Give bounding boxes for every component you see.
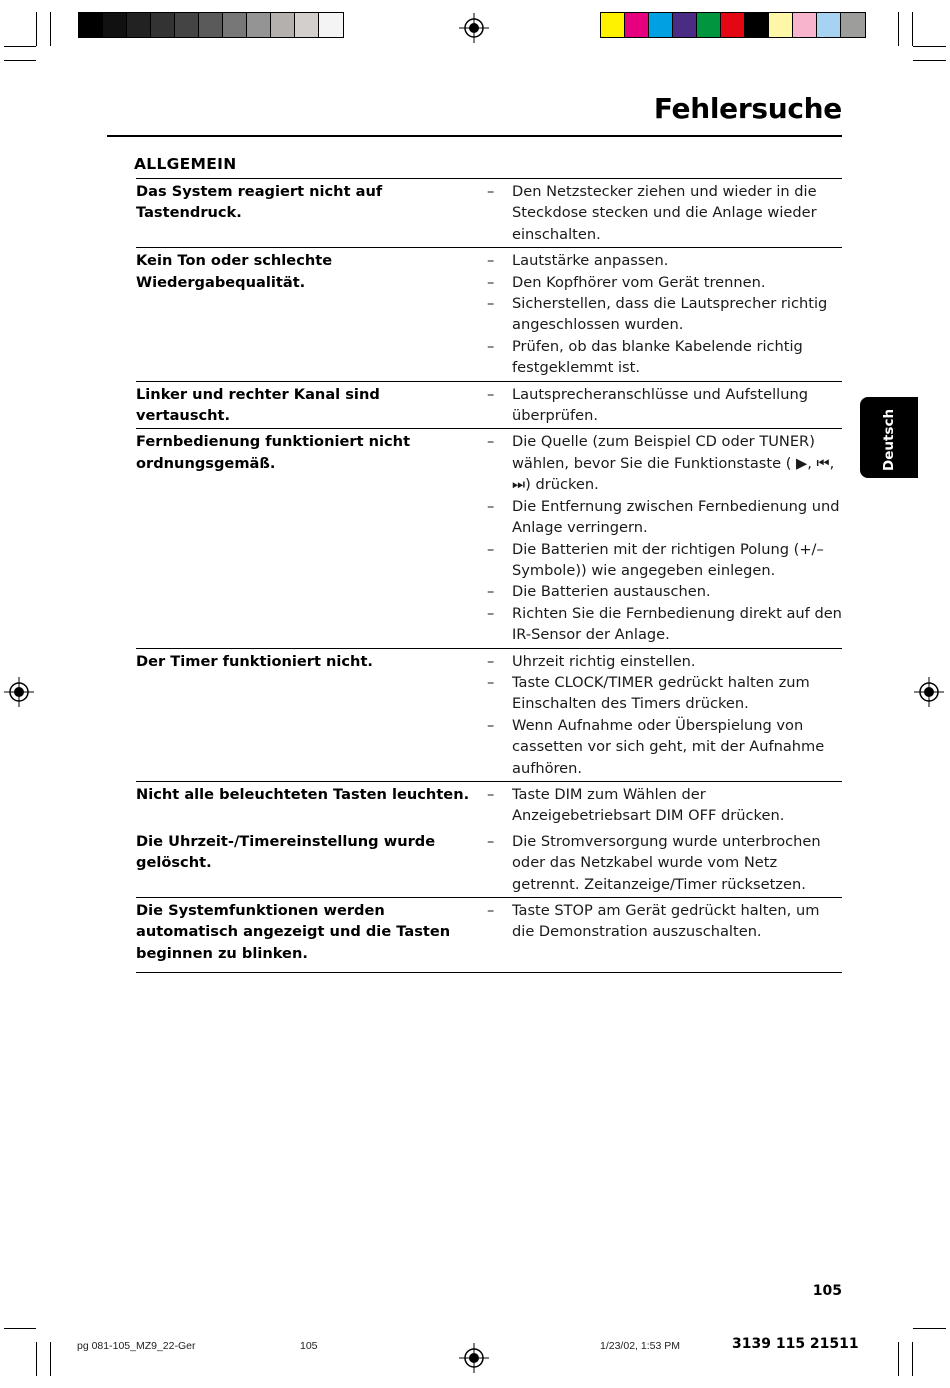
remedy-text: Den Kopfhörer vom Gerät trennen.	[512, 273, 766, 291]
dash-bullet-icon: –	[487, 183, 495, 200]
remedy-text: Die Stromversorgung wurde unterbrochen oder das Netzkabel wurde vom Netz getrennt. Zeitanzeige/Timer rücksetzen.	[512, 832, 821, 893]
color-swatch	[151, 13, 175, 37]
list-item	[481, 539, 842, 582]
footer-timestamp: 1/23/02, 1:53 PM	[600, 1340, 680, 1352]
color-swatch	[601, 13, 625, 37]
remedy-list	[481, 900, 842, 964]
color-swatch	[319, 13, 343, 37]
dash-bullet-icon: –	[487, 604, 495, 622]
table-row	[136, 429, 842, 648]
color-swatch	[295, 13, 319, 37]
remedy-text: Prüfen, ob das blanke Kabelende richtig festgeklemmt ist.	[512, 337, 803, 377]
remedy-text: Die Entfernung zwischen Fernbedienung und Anlage verringern.	[512, 497, 840, 537]
page-title: Fehlersuche	[653, 92, 842, 125]
remedy-list	[481, 384, 842, 427]
crop-mark	[898, 12, 899, 46]
crop-mark	[4, 46, 36, 47]
dash-bullet-icon: –	[487, 385, 495, 403]
crop-mark	[913, 46, 946, 47]
dash-bullet-icon: –	[487, 252, 495, 270]
crop-mark	[36, 12, 37, 46]
crop-mark	[4, 1328, 36, 1329]
color-swatch	[175, 13, 199, 37]
list-item	[481, 272, 842, 293]
table-row	[136, 898, 842, 973]
remedy-text: Taste DIM zum Wählen der Anzeigebetriebsart DIM OFF drücken.	[512, 785, 785, 825]
color-swatch	[841, 13, 865, 37]
color-swatch	[103, 13, 127, 37]
color-swatch	[247, 13, 271, 37]
problem-text: Das System reagiert nicht auf Tastendruck.	[136, 183, 383, 222]
color-swatch	[745, 13, 769, 37]
troubleshooting-table	[136, 179, 842, 973]
remedy-list	[481, 831, 842, 895]
list-item	[481, 181, 842, 245]
dash-bullet-icon: –	[487, 295, 495, 313]
table-row	[136, 248, 842, 381]
color-swatch	[79, 13, 103, 37]
list-item	[481, 496, 842, 539]
problem-text: Der Timer funktioniert nicht.	[136, 652, 373, 670]
page-number: 105	[812, 1283, 842, 1299]
remedy-text: Die Batterien mit der richtigen Polung (+/– Symbole)) wie angegeben einlegen.	[512, 540, 824, 579]
list-item	[481, 603, 842, 646]
problem-text: Kein Ton oder schlechte Wiedergabequalität.	[136, 252, 333, 291]
remedy-text: Taste STOP am Gerät gedrückt halten, um die Demonstration auszuschalten.	[512, 902, 820, 941]
color-swatch	[271, 13, 295, 37]
table-row	[136, 179, 842, 248]
list-item	[481, 384, 842, 427]
registration-mark-icon	[459, 13, 489, 43]
color-swatch	[625, 13, 649, 37]
list-item	[481, 672, 842, 715]
table-row	[136, 649, 842, 782]
table-row	[136, 382, 842, 430]
remedy-text: Die Batterien austauschen.	[512, 583, 711, 601]
table-row	[136, 782, 842, 829]
color-swatch	[199, 13, 223, 37]
section-title: ALLGEMEIN	[134, 155, 237, 173]
title-divider	[107, 135, 842, 137]
crop-mark	[36, 1342, 37, 1376]
dash-bullet-icon: –	[487, 497, 495, 515]
remedy-text: Richten Sie die Fernbedienung direkt auf den IR-Sensor der Anlage.	[512, 604, 842, 644]
problem-text: Die Uhrzeit-/Timereinstellung wurde gelöscht.	[136, 832, 436, 872]
dash-bullet-icon: –	[487, 832, 495, 850]
language-tab-label: Deutsch	[881, 408, 897, 471]
registration-mark-icon	[914, 677, 944, 707]
footer-file-page: 105	[300, 1340, 318, 1352]
remedy-text: Die Quelle (zum Beispiel CD oder TUNER) wählen, bevor Sie die Funktionstaste ( ▶, ⏮, ⏭) drücken.	[512, 433, 835, 494]
remedy-text: Den Netzstecker ziehen und wieder in die Steckdose stecken und die Anlage wieder einschalten.	[512, 183, 817, 243]
crop-mark	[913, 60, 946, 61]
dash-bullet-icon: –	[487, 337, 495, 355]
crop-mark	[4, 60, 36, 61]
dash-bullet-icon: –	[487, 673, 495, 691]
document-code: 3139 115 21511	[732, 1336, 859, 1352]
color-swatch	[817, 13, 841, 37]
remedy-text: Lautsprecheranschlüsse und Aufstellung überprüfen.	[512, 385, 808, 425]
table-row	[136, 829, 842, 898]
list-item	[481, 431, 842, 495]
color-swatch	[649, 13, 673, 37]
list-item	[481, 336, 842, 379]
color-swatch	[721, 13, 745, 37]
dash-bullet-icon: –	[487, 716, 495, 734]
list-item	[481, 784, 842, 827]
problem-text: Fernbedienung funktioniert nicht ordnungsgemäß.	[136, 433, 411, 472]
remedy-list	[481, 250, 842, 378]
registration-mark-icon	[4, 677, 34, 707]
dash-bullet-icon: –	[487, 433, 495, 451]
dash-bullet-icon: –	[487, 652, 495, 670]
list-item	[481, 831, 842, 895]
list-item	[481, 293, 842, 336]
color-swatch	[697, 13, 721, 37]
color-swatch	[673, 13, 697, 37]
color-swatch	[793, 13, 817, 37]
remedy-list	[481, 651, 842, 779]
dash-bullet-icon: –	[487, 902, 495, 919]
crop-mark	[912, 1342, 913, 1376]
problem-text: Nicht alle beleuchteten Tasten leuchten.	[136, 785, 470, 803]
list-item	[481, 250, 842, 271]
footer-file-name: pg 081-105_MZ9_22-Ger	[77, 1340, 196, 1352]
crop-mark	[912, 12, 913, 46]
list-item	[481, 651, 842, 672]
remedy-text: Lautstärke anpassen.	[512, 252, 669, 270]
remedy-list	[481, 784, 842, 827]
remedy-list	[481, 431, 842, 645]
list-item	[481, 581, 842, 602]
remedy-list	[481, 181, 842, 245]
grayscale-swatch-strip	[78, 12, 344, 38]
color-swatch	[127, 13, 151, 37]
crop-mark	[50, 1342, 51, 1376]
dash-bullet-icon: –	[487, 583, 495, 601]
color-swatch-strip	[600, 12, 866, 38]
problem-text: Linker und rechter Kanal sind vertauscht.	[136, 385, 380, 425]
color-swatch	[223, 13, 247, 37]
dash-bullet-icon: –	[487, 540, 495, 558]
color-swatch	[769, 13, 793, 37]
remedy-text: Wenn Aufnahme oder Überspielung von cassetten vor sich geht, mit der Aufnahme aufhören.	[512, 716, 825, 777]
remedy-text: Uhrzeit richtig einstellen.	[512, 652, 696, 670]
list-item	[481, 900, 842, 943]
remedy-text: Sicherstellen, dass die Lautsprecher richtig angeschlossen wurden.	[512, 295, 828, 334]
list-item	[481, 715, 842, 779]
dash-bullet-icon: –	[487, 273, 495, 291]
crop-mark	[50, 12, 51, 46]
crop-mark	[913, 1328, 946, 1329]
crop-mark	[898, 1342, 899, 1376]
problem-text: Die Systemfunktionen werden automatisch angezeigt und die Tasten beginnen zu blinken.	[136, 902, 451, 962]
dash-bullet-icon: –	[487, 785, 495, 803]
registration-mark-icon	[459, 1343, 489, 1373]
remedy-text: Taste CLOCK/TIMER gedrückt halten zum Einschalten des Timers drücken.	[512, 673, 810, 713]
